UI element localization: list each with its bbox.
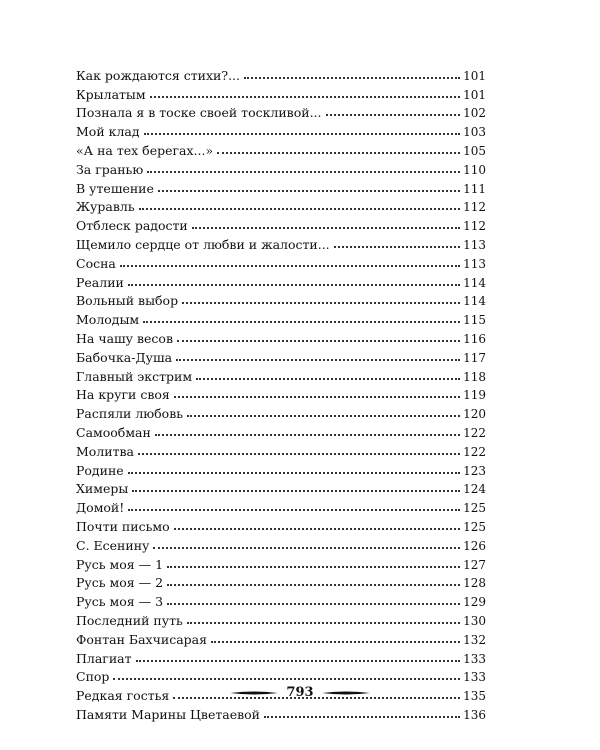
page-footer xyxy=(0,685,600,700)
toc-dot-leader xyxy=(143,321,460,323)
toc-dot-leader xyxy=(113,678,460,680)
toc-entry-page: 128 xyxy=(463,576,486,591)
toc-entry-page: 126 xyxy=(463,538,486,553)
toc-entry xyxy=(76,647,486,666)
toc-dot-leader xyxy=(128,509,460,511)
toc-dot-leader xyxy=(217,152,460,154)
toc-entry-page: 135 xyxy=(463,689,486,704)
toc-entry-title: Русь моя — 1 xyxy=(76,556,164,572)
toc-entry-title: Родине xyxy=(76,462,124,478)
toc-entry-title: Плагиат xyxy=(76,650,132,666)
toc-dot-leader xyxy=(144,133,460,135)
toc-entry-page: 113 xyxy=(463,256,486,271)
toc-dot-leader xyxy=(177,340,460,342)
toc-entry xyxy=(76,534,486,553)
toc-entry-page: 114 xyxy=(463,294,486,309)
toc-entry-title: Отблеск радости xyxy=(76,218,188,234)
left-ornament-rule xyxy=(230,689,278,697)
toc-entry xyxy=(76,158,486,177)
toc-dot-leader xyxy=(158,190,460,192)
toc-entry-page: 129 xyxy=(463,595,486,610)
toc-entry-page: 111 xyxy=(463,181,486,196)
toc-entry-title: Фонтан Бахчисарая xyxy=(76,631,207,647)
toc-entry-page: 112 xyxy=(463,219,486,234)
toc-entry-title: Молитва xyxy=(76,443,135,459)
toc-entry-title: «А на тех берегах...» xyxy=(76,142,214,158)
toc-entry-page: 101 xyxy=(463,68,486,83)
toc-dot-leader xyxy=(139,208,460,210)
toc-entry xyxy=(76,214,486,233)
toc-dot-leader xyxy=(132,490,460,492)
toc-entry xyxy=(76,590,486,609)
toc-entry-title: Как рождаются стихи?... xyxy=(76,67,240,83)
toc-entry xyxy=(76,64,486,83)
toc-entry-title: Русь моя — 3 xyxy=(76,594,164,610)
toc-entry-title: На чашу весов xyxy=(76,330,173,346)
toc-entry-page: 130 xyxy=(463,613,486,628)
toc-entry xyxy=(76,271,486,290)
toc-entry xyxy=(76,666,486,685)
toc-entry-title: Крылатым xyxy=(76,86,146,102)
toc-entry xyxy=(76,515,486,534)
toc-entry-title: На круги своя xyxy=(76,387,170,403)
toc-entry-page: 125 xyxy=(463,501,486,516)
toc-dot-leader xyxy=(138,453,460,455)
toc-dot-leader xyxy=(120,265,460,267)
toc-dot-leader xyxy=(192,227,460,229)
page-number: 793 xyxy=(286,685,314,700)
toc-dot-leader xyxy=(174,396,460,398)
toc-dot-leader xyxy=(187,415,460,417)
toc-dot-leader xyxy=(153,547,460,549)
toc-dot-leader xyxy=(244,77,460,79)
toc-entry-page: 103 xyxy=(463,125,486,140)
toc-entry xyxy=(76,102,486,121)
toc-entry-title: Мой клад xyxy=(76,124,140,140)
toc-entry xyxy=(76,233,486,252)
toc-entry-title: Последний путь xyxy=(76,612,183,628)
toc-entry-title: Щемило сердце от любви и жалости... xyxy=(76,236,330,252)
toc-entry xyxy=(76,496,486,515)
toc-entry xyxy=(76,440,486,459)
toc-entry-page: 105 xyxy=(463,143,486,158)
toc-entry xyxy=(76,83,486,102)
toc-entry-page: 132 xyxy=(463,632,486,647)
toc-entry-page: 133 xyxy=(463,651,486,666)
toc-entry-title: Бабочка-Душа xyxy=(76,349,173,365)
toc-entry-title: Сосна xyxy=(76,255,116,271)
toc-entry-page: 125 xyxy=(463,519,486,534)
toc-entry xyxy=(76,252,486,271)
toc-dot-leader xyxy=(167,566,460,568)
toc-entry-title: Редкая гостья xyxy=(76,688,170,704)
toc-entry xyxy=(76,421,486,440)
toc-entry-title: За гранью xyxy=(76,161,144,177)
toc-entry-title: Вольный выбор xyxy=(76,293,179,309)
toc-entry-page: 116 xyxy=(463,331,486,346)
toc-entry-page: 133 xyxy=(463,670,486,685)
toc-dot-leader xyxy=(136,660,460,662)
toc-entry-page: 101 xyxy=(463,87,486,102)
toc-dot-leader xyxy=(211,641,460,643)
toc-entry-title: В утешение xyxy=(76,180,154,196)
toc-dot-leader xyxy=(167,584,460,586)
toc-entry-page: 114 xyxy=(463,275,486,290)
toc-entry xyxy=(76,553,486,572)
toc-entry-page: 112 xyxy=(463,200,486,215)
toc-dot-leader xyxy=(128,472,460,474)
toc-entry xyxy=(76,703,486,722)
toc-entry-title: Самообман xyxy=(76,424,151,440)
toc-dot-leader xyxy=(334,246,460,248)
toc-entry-title: Журавль xyxy=(76,199,135,215)
toc-entry-page: 136 xyxy=(463,707,486,722)
toc-dot-leader xyxy=(147,171,460,173)
toc-entry-title: Русь моя — 2 xyxy=(76,575,164,591)
toc-entry-title: Памяти Марины Цветаевой xyxy=(76,706,261,722)
toc-entry-page: 122 xyxy=(463,425,486,440)
toc-entry-title: Почти письмо xyxy=(76,518,170,534)
toc-entry xyxy=(76,628,486,647)
toc-entry xyxy=(76,609,486,628)
toc-entry-page: 117 xyxy=(463,350,486,365)
toc-entry xyxy=(76,290,486,309)
toc-entry xyxy=(76,346,486,365)
toc-entry-page: 127 xyxy=(463,557,486,572)
right-ornament-rule xyxy=(322,689,370,697)
toc-dot-leader xyxy=(326,114,461,116)
toc-entry-page: 115 xyxy=(463,313,486,328)
toc-entry-title: Химеры xyxy=(76,481,129,497)
toc-entry xyxy=(76,572,486,591)
toc-entry-page: 124 xyxy=(463,482,486,497)
toc-entry-title: Реалии xyxy=(76,274,124,290)
toc-entry xyxy=(76,402,486,421)
toc-entry-title: Познала я в тоске своей тоскливой... xyxy=(76,105,322,121)
toc-dot-leader xyxy=(182,302,460,304)
toc-entry-title: С. Есенину xyxy=(76,537,150,553)
toc-entry-page: 122 xyxy=(463,444,486,459)
toc-dot-leader xyxy=(196,378,460,380)
toc-entry xyxy=(76,120,486,139)
toc-dot-leader xyxy=(264,716,460,718)
toc-entry-title: Домой! xyxy=(76,500,125,516)
toc-entry-page: 113 xyxy=(463,237,486,252)
table-of-contents xyxy=(76,64,486,722)
toc-dot-leader xyxy=(174,528,460,530)
toc-entry-title: Молодым xyxy=(76,312,140,328)
toc-entry xyxy=(76,384,486,403)
toc-entry-title: Главный экстрим xyxy=(76,368,193,384)
toc-dot-leader xyxy=(176,359,460,361)
toc-entry xyxy=(76,177,486,196)
toc-entry-page: 119 xyxy=(463,388,486,403)
toc-entry xyxy=(76,327,486,346)
toc-entry-title: Распяли любовь xyxy=(76,406,184,422)
toc-entry xyxy=(76,196,486,215)
toc-entry-page: 118 xyxy=(463,369,486,384)
toc-entry-page: 120 xyxy=(463,407,486,422)
toc-entry-page: 102 xyxy=(463,106,486,121)
toc-entry-page: 110 xyxy=(463,162,486,177)
toc-entry xyxy=(76,478,486,497)
toc-entry-title: Спор xyxy=(76,669,110,685)
toc-entry-page: 123 xyxy=(463,463,486,478)
toc-dot-leader xyxy=(128,284,460,286)
toc-dot-leader xyxy=(155,434,460,436)
toc-entry xyxy=(76,308,486,327)
toc-entry xyxy=(76,139,486,158)
toc-dot-leader xyxy=(167,603,460,605)
toc-dot-leader xyxy=(187,622,460,624)
toc-entry xyxy=(76,459,486,478)
toc-entry xyxy=(76,365,486,384)
toc-dot-leader xyxy=(150,96,460,98)
